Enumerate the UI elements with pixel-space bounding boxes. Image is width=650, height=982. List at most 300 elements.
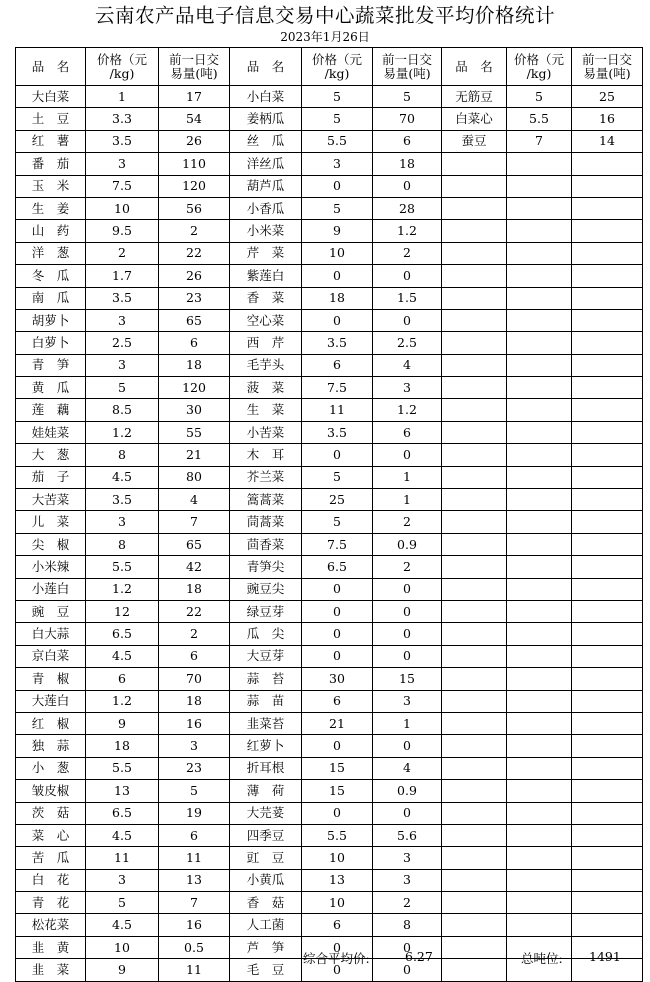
table-header-row <box>16 48 643 86</box>
table-row <box>16 668 643 690</box>
header-name-2: 品 名 <box>230 48 302 86</box>
table-row <box>16 197 643 219</box>
name-cell: 无筋豆 <box>442 86 507 108</box>
name-cell: 茴香菜 <box>230 533 302 555</box>
table-footer <box>0 946 650 966</box>
price-cell: 0 <box>302 802 373 824</box>
volume-cell <box>572 399 643 421</box>
price-cell <box>507 623 572 645</box>
volume-cell: 120 <box>159 377 230 399</box>
price-cell <box>507 780 572 802</box>
table-row <box>16 735 643 757</box>
table-row <box>16 623 643 645</box>
volume-cell: 4 <box>373 757 442 779</box>
name-cell: 青 笋 <box>16 354 86 376</box>
volume-cell: 5 <box>373 86 442 108</box>
price-cell: 4.5 <box>86 645 159 667</box>
name-cell: 毛芋头 <box>230 354 302 376</box>
volume-cell: 1.2 <box>373 220 442 242</box>
report-date: 2023年1月26日 <box>280 30 370 44</box>
name-cell: 胡萝卜 <box>16 309 86 331</box>
volume-cell: 23 <box>159 287 230 309</box>
price-cell: 0 <box>302 623 373 645</box>
volume-cell: 6 <box>373 130 442 152</box>
name-cell: 玉 米 <box>16 175 86 197</box>
price-cell <box>507 533 572 555</box>
table-row <box>16 265 643 287</box>
price-cell: 0 <box>302 309 373 331</box>
price-cell <box>507 735 572 757</box>
price-cell: 9 <box>86 712 159 734</box>
name-cell <box>442 489 507 511</box>
name-cell: 娃娃菜 <box>16 421 86 443</box>
volume-cell: 16 <box>159 712 230 734</box>
price-cell: 3.5 <box>302 421 373 443</box>
name-cell <box>442 690 507 712</box>
volume-cell: 16 <box>159 914 230 936</box>
name-cell: 茼蒿菜 <box>230 511 302 533</box>
table-row <box>16 690 643 712</box>
name-cell: 芹 菜 <box>230 242 302 264</box>
price-cell: 0 <box>302 936 373 958</box>
volume-cell: 0 <box>373 444 442 466</box>
name-cell <box>442 824 507 846</box>
name-cell: 独 蒜 <box>16 735 86 757</box>
table-row <box>16 377 643 399</box>
price-cell: 3.3 <box>86 108 159 130</box>
name-cell: 篙蒿菜 <box>230 489 302 511</box>
table-row <box>16 802 643 824</box>
volume-cell <box>572 645 643 667</box>
price-cell: 1.7 <box>86 265 159 287</box>
name-cell: 折耳根 <box>230 757 302 779</box>
price-cell: 5 <box>302 466 373 488</box>
name-cell <box>442 668 507 690</box>
volume-cell: 0 <box>373 735 442 757</box>
name-cell: 儿 菜 <box>16 511 86 533</box>
price-cell: 3 <box>302 153 373 175</box>
price-cell <box>507 444 572 466</box>
price-cell <box>507 153 572 175</box>
name-cell: 绿豆芽 <box>230 600 302 622</box>
name-cell: 生 姜 <box>16 197 86 219</box>
price-cell <box>507 309 572 331</box>
price-cell <box>507 197 572 219</box>
price-cell: 3.5 <box>86 287 159 309</box>
price-cell: 10 <box>302 847 373 869</box>
name-cell <box>442 153 507 175</box>
price-cell <box>507 220 572 242</box>
name-cell: 蒜 苔 <box>230 668 302 690</box>
volume-cell <box>572 220 643 242</box>
price-cell: 6.5 <box>86 623 159 645</box>
header-price-3: 价格（元 /kg) <box>507 48 572 86</box>
price-cell <box>507 175 572 197</box>
name-cell <box>442 645 507 667</box>
name-cell: 豌豆尖 <box>230 578 302 600</box>
name-cell: 丝 瓜 <box>230 130 302 152</box>
volume-cell: 0 <box>373 623 442 645</box>
volume-cell: 25 <box>572 86 643 108</box>
price-cell: 10 <box>302 242 373 264</box>
volume-cell: 5 <box>159 780 230 802</box>
price-cell <box>507 242 572 264</box>
volume-cell <box>572 377 643 399</box>
price-cell: 25 <box>302 489 373 511</box>
name-cell <box>442 175 507 197</box>
name-cell <box>442 399 507 421</box>
name-cell: 大莲白 <box>16 690 86 712</box>
table-row <box>16 914 643 936</box>
volume-cell <box>572 892 643 914</box>
volume-cell <box>572 287 643 309</box>
volume-cell <box>572 332 643 354</box>
volume-cell: 65 <box>159 533 230 555</box>
total-tonnage-label: 总吨位: <box>521 951 563 966</box>
volume-cell: 30 <box>159 399 230 421</box>
price-cell: 8 <box>86 444 159 466</box>
name-cell: 黄 瓜 <box>16 377 86 399</box>
price-cell: 7.5 <box>302 533 373 555</box>
price-cell: 5.5 <box>86 757 159 779</box>
volume-cell: 56 <box>159 197 230 219</box>
name-cell: 洋 葱 <box>16 242 86 264</box>
table-row <box>16 242 643 264</box>
table-row <box>16 466 643 488</box>
volume-cell: 2 <box>373 892 442 914</box>
volume-cell <box>572 668 643 690</box>
name-cell: 葫芦瓜 <box>230 175 302 197</box>
name-cell: 莲 藕 <box>16 399 86 421</box>
volume-cell: 120 <box>159 175 230 197</box>
volume-cell: 2 <box>373 556 442 578</box>
name-cell: 茄 子 <box>16 466 86 488</box>
name-cell <box>442 265 507 287</box>
price-cell: 3.5 <box>86 489 159 511</box>
price-cell: 18 <box>86 735 159 757</box>
table-row <box>16 489 643 511</box>
name-cell: 菠 菜 <box>230 377 302 399</box>
name-cell: 番 茄 <box>16 153 86 175</box>
name-cell: 白萝卜 <box>16 332 86 354</box>
volume-cell: 6 <box>159 645 230 667</box>
volume-cell <box>572 869 643 891</box>
table-row <box>16 130 643 152</box>
name-cell: 姜柄瓜 <box>230 108 302 130</box>
name-cell: 西 芹 <box>230 332 302 354</box>
volume-cell: 7 <box>159 892 230 914</box>
price-cell: 5.5 <box>302 824 373 846</box>
table-row <box>16 824 643 846</box>
name-cell: 菜 心 <box>16 824 86 846</box>
header-name-3: 品 名 <box>442 48 507 86</box>
volume-cell: 0 <box>373 645 442 667</box>
price-cell: 7.5 <box>302 377 373 399</box>
name-cell <box>442 869 507 891</box>
volume-cell: 11 <box>159 959 230 981</box>
table-row <box>16 444 643 466</box>
price-cell: 11 <box>86 847 159 869</box>
volume-cell <box>572 914 643 936</box>
volume-cell: 11 <box>159 847 230 869</box>
name-cell: 大白菜 <box>16 86 86 108</box>
volume-cell: 2 <box>373 511 442 533</box>
name-cell: 冬 瓜 <box>16 265 86 287</box>
name-cell <box>442 511 507 533</box>
name-cell <box>442 914 507 936</box>
price-cell <box>507 511 572 533</box>
volume-cell <box>572 421 643 443</box>
name-cell: 韭 黄 <box>16 936 86 958</box>
volume-cell: 0 <box>373 802 442 824</box>
price-cell <box>507 354 572 376</box>
name-cell: 四季豆 <box>230 824 302 846</box>
table-row <box>16 332 643 354</box>
price-cell <box>507 556 572 578</box>
volume-cell: 3 <box>373 690 442 712</box>
name-cell <box>442 197 507 219</box>
table-row <box>16 175 643 197</box>
table-row <box>16 869 643 891</box>
volume-cell: 70 <box>373 108 442 130</box>
price-cell <box>507 265 572 287</box>
price-cell: 2 <box>86 242 159 264</box>
price-cell <box>507 892 572 914</box>
name-cell: 京白菜 <box>16 645 86 667</box>
name-cell: 大苦菜 <box>16 489 86 511</box>
price-table <box>15 47 643 982</box>
volume-cell: 42 <box>159 556 230 578</box>
volume-cell: 3 <box>159 735 230 757</box>
name-cell: 红萝卜 <box>230 735 302 757</box>
price-cell: 6.5 <box>86 802 159 824</box>
volume-cell: 8 <box>373 914 442 936</box>
name-cell: 芥兰菜 <box>230 466 302 488</box>
volume-cell: 2 <box>159 623 230 645</box>
volume-cell: 16 <box>572 108 643 130</box>
price-cell: 1.2 <box>86 690 159 712</box>
name-cell <box>442 623 507 645</box>
table-row <box>16 757 643 779</box>
table-row <box>16 354 643 376</box>
price-cell: 6 <box>302 914 373 936</box>
price-cell: 13 <box>86 780 159 802</box>
volume-cell: 18 <box>159 578 230 600</box>
name-cell: 小米辣 <box>16 556 86 578</box>
name-cell <box>442 600 507 622</box>
name-cell <box>442 802 507 824</box>
table-row <box>16 533 643 555</box>
volume-cell: 80 <box>159 466 230 488</box>
price-cell: 0 <box>302 444 373 466</box>
price-cell <box>507 466 572 488</box>
volume-cell: 5.6 <box>373 824 442 846</box>
volume-cell: 6 <box>159 824 230 846</box>
name-cell <box>442 892 507 914</box>
name-cell: 薄 荷 <box>230 780 302 802</box>
price-cell <box>507 914 572 936</box>
name-cell <box>442 533 507 555</box>
name-cell: 大 葱 <box>16 444 86 466</box>
name-cell: 蚕豆 <box>442 130 507 152</box>
name-cell: 空心菜 <box>230 309 302 331</box>
name-cell: 大豆芽 <box>230 645 302 667</box>
name-cell: 白大蒜 <box>16 623 86 645</box>
volume-cell: 18 <box>373 153 442 175</box>
price-cell: 0 <box>302 959 373 981</box>
name-cell <box>442 735 507 757</box>
volume-cell: 23 <box>159 757 230 779</box>
price-cell <box>507 399 572 421</box>
price-cell: 12 <box>86 600 159 622</box>
table-row <box>16 421 643 443</box>
volume-cell <box>572 354 643 376</box>
price-cell: 5 <box>302 86 373 108</box>
table-row <box>16 511 643 533</box>
page-title: 云南农产品电子信息交易中心蔬菜批发平均价格统计 <box>94 4 555 27</box>
volume-cell: 0.9 <box>373 533 442 555</box>
price-cell: 5.5 <box>507 108 572 130</box>
price-cell: 6.5 <box>302 556 373 578</box>
price-cell <box>507 287 572 309</box>
table-row <box>16 645 643 667</box>
table-row <box>16 847 643 869</box>
name-cell: 人工菌 <box>230 914 302 936</box>
volume-cell <box>572 197 643 219</box>
price-cell: 9 <box>86 959 159 981</box>
price-cell <box>507 869 572 891</box>
volume-cell <box>572 600 643 622</box>
price-cell <box>507 600 572 622</box>
price-cell: 7.5 <box>86 175 159 197</box>
name-cell: 香 菇 <box>230 892 302 914</box>
volume-cell: 6 <box>159 332 230 354</box>
name-cell: 韭菜苔 <box>230 712 302 734</box>
name-cell: 青 花 <box>16 892 86 914</box>
name-cell: 瓜 尖 <box>230 623 302 645</box>
name-cell: 豌 豆 <box>16 600 86 622</box>
volume-cell: 0.9 <box>373 780 442 802</box>
name-cell: 蒜 苗 <box>230 690 302 712</box>
name-cell: 香 菜 <box>230 287 302 309</box>
volume-cell <box>572 489 643 511</box>
price-cell: 1 <box>86 86 159 108</box>
volume-cell: 17 <box>159 86 230 108</box>
price-cell: 5 <box>302 108 373 130</box>
price-cell: 0 <box>302 175 373 197</box>
volume-cell <box>572 175 643 197</box>
name-cell <box>442 242 507 264</box>
name-cell <box>442 309 507 331</box>
volume-cell <box>572 757 643 779</box>
table-row <box>16 892 643 914</box>
price-cell: 5 <box>86 892 159 914</box>
name-cell: 小白菜 <box>230 86 302 108</box>
price-cell: 21 <box>302 712 373 734</box>
volume-cell: 1.5 <box>373 287 442 309</box>
volume-cell <box>572 623 643 645</box>
volume-cell: 0 <box>373 936 442 958</box>
price-cell <box>507 690 572 712</box>
volume-cell: 13 <box>159 869 230 891</box>
name-cell <box>442 466 507 488</box>
table-row <box>16 578 643 600</box>
name-cell: 白 花 <box>16 869 86 891</box>
table-row <box>16 600 643 622</box>
name-cell: 芦 笋 <box>230 936 302 958</box>
price-cell: 15 <box>302 757 373 779</box>
volume-cell <box>572 242 643 264</box>
volume-cell: 1 <box>373 489 442 511</box>
volume-cell: 1.2 <box>373 399 442 421</box>
price-cell <box>507 847 572 869</box>
volume-cell: 6 <box>373 421 442 443</box>
name-cell: 松花菜 <box>16 914 86 936</box>
name-cell: 青笋尖 <box>230 556 302 578</box>
header-volume-2: 前一日交 易量(吨) <box>373 48 442 86</box>
table-body <box>16 86 643 982</box>
volume-cell: 3 <box>373 377 442 399</box>
volume-cell <box>572 466 643 488</box>
price-cell <box>507 668 572 690</box>
price-cell: 6 <box>302 354 373 376</box>
price-cell: 5.5 <box>86 556 159 578</box>
volume-cell: 7 <box>159 511 230 533</box>
price-cell: 8.5 <box>86 399 159 421</box>
price-cell: 1.2 <box>86 421 159 443</box>
price-cell: 5 <box>86 377 159 399</box>
price-cell: 0 <box>302 265 373 287</box>
volume-cell: 0.5 <box>159 936 230 958</box>
volume-cell <box>572 824 643 846</box>
price-cell <box>507 377 572 399</box>
volume-cell: 2.5 <box>373 332 442 354</box>
table-row <box>16 712 643 734</box>
name-cell: 红 薯 <box>16 130 86 152</box>
volume-cell <box>572 309 643 331</box>
price-cell: 4.5 <box>86 824 159 846</box>
name-cell <box>442 847 507 869</box>
volume-cell <box>572 578 643 600</box>
name-cell <box>442 354 507 376</box>
volume-cell: 110 <box>159 153 230 175</box>
name-cell <box>442 220 507 242</box>
name-cell: 小香瓜 <box>230 197 302 219</box>
name-cell: 红 椒 <box>16 712 86 734</box>
name-cell: 豇 豆 <box>230 847 302 869</box>
name-cell <box>442 287 507 309</box>
table-row <box>16 153 643 175</box>
volume-cell: 4 <box>159 489 230 511</box>
price-cell <box>507 757 572 779</box>
volume-cell: 0 <box>373 265 442 287</box>
name-cell: 毛 豆 <box>230 959 302 981</box>
price-cell <box>507 332 572 354</box>
volume-cell: 26 <box>159 265 230 287</box>
price-cell: 18 <box>302 287 373 309</box>
price-cell: 3 <box>86 153 159 175</box>
price-cell <box>507 578 572 600</box>
volume-cell: 65 <box>159 309 230 331</box>
volume-cell: 54 <box>159 108 230 130</box>
price-cell: 13 <box>302 869 373 891</box>
name-cell <box>442 556 507 578</box>
volume-cell: 19 <box>159 802 230 824</box>
price-cell <box>507 712 572 734</box>
name-cell: 韭 菜 <box>16 959 86 981</box>
price-cell: 4.5 <box>86 466 159 488</box>
price-cell: 5 <box>302 511 373 533</box>
